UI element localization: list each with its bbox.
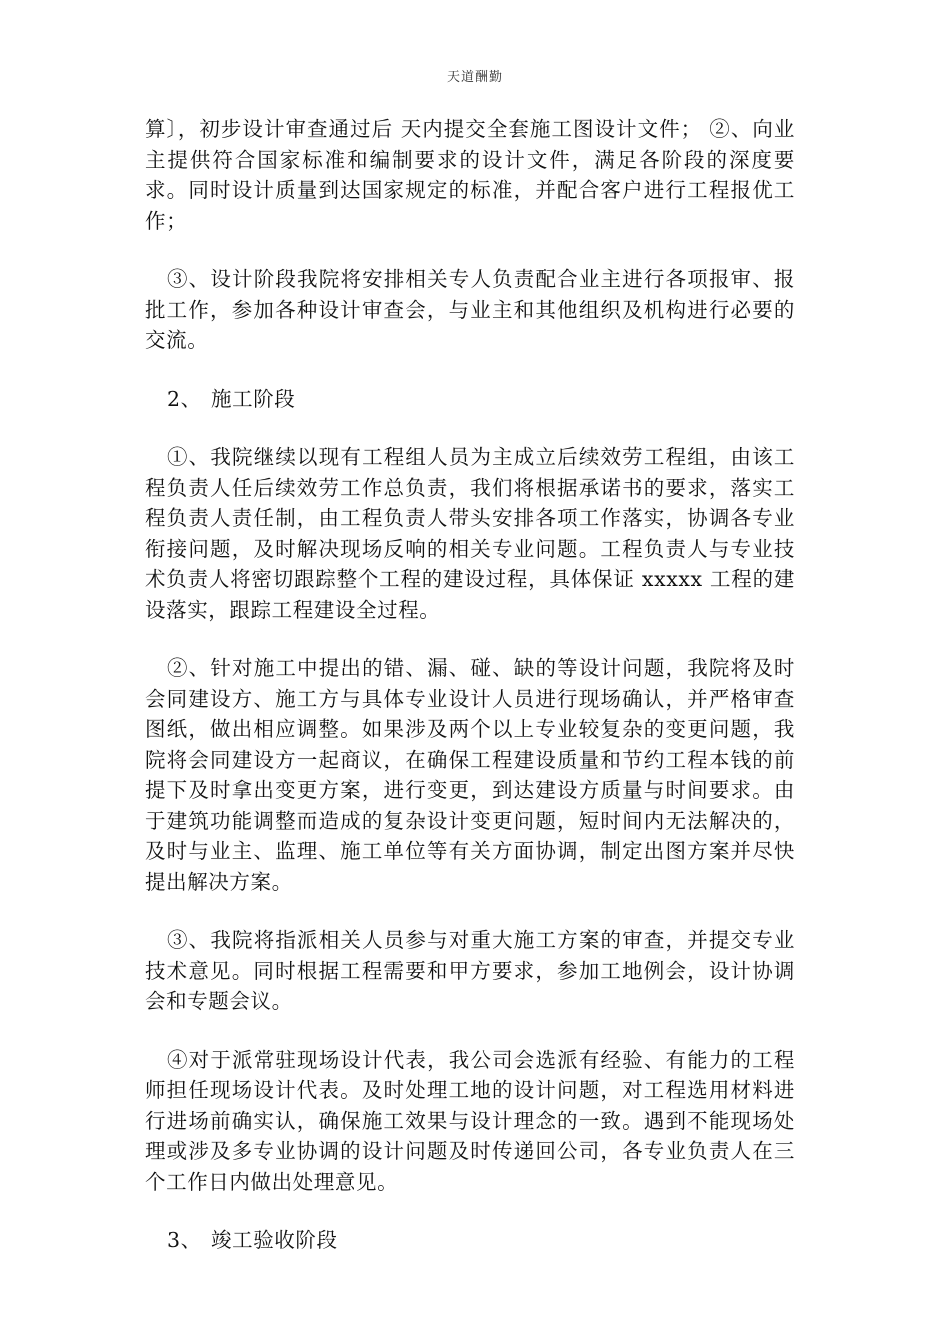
- paragraph-design-review: ③、设计阶段我院将安排相关专人负责配合业主进行各项报审、报批工作，参加各种设计审查会，与业主和其他组织及机构进行必要的交流。: [145, 267, 795, 352]
- paragraph-plan-review: ③、我院将指派相关人员参与对重大施工方案的审查，并提交专业技术意见。同时根据工程需要和甲方要求，参加工地例会，设计协调会和专题会议。: [145, 928, 795, 1013]
- section-heading-acceptance: [145, 1225, 795, 1256]
- section-title: 施工阶段: [211, 386, 296, 411]
- paragraph-service-team: ①、我院继续以现有工程组人员为主成立后续效劳工程组，由该工程负责人任后续效劳工作总负责，我们将根据承诺书的要求，落实工程负责人责任制，由工程负责人带头安排各项工作落实，协调各专业衔接问题，及时解决现场反响的相关专业问题。工程负责人与专业技术负责人将密切跟踪整个工程的建设过程，具体保证 xxxxx 工程的建设落实，跟踪工程建设全过程。: [145, 445, 795, 622]
- section-heading-construction: [145, 384, 795, 415]
- paragraph-design-issues: ②、针对施工中提出的错、漏、碰、缺的等设计问题，我院将及时会同建设方、施工方与具体专业设计人员进行现场确认，并严格审查图纸，做出相应调整。如果涉及两个以上专业较复杂的变更问题，我院将会同建设方一起商议，在确保工程建设质量和节约工程本钱的前提下及时拿出变更方案，进行变更，到达建设方质量与时间要求。由于建筑功能调整而造成的复杂设计变更问题，短时间内无法解决的，及时与业主、监理、施工单位等有关方面协调，制定出图方案并尽快提出解决方案。: [145, 656, 795, 894]
- paragraph-site-representative: ④对于派常驻现场设计代表，我公司会选派有经验、有能力的工程师担任现场设计代表。及时处理工地的设计问题，对工程选用材料进行进场前确实认，确保施工效果与设计理念的一致。遇到不能现场处理或涉及多专业协调的设计问题及时传递回公司，各专业负责人在三个工作日内做出处理意见。: [145, 1047, 795, 1194]
- section-number: 2、: [167, 386, 202, 411]
- paragraph-design-docs: 算〕，初步设计审查通过后 天内提交全套施工图设计文件； ②、向业主提供符合国家标准和编制要求的设计文件，满足各阶段的深度要求。同时设计质量到达国家规定的标准，并配合客户进行工程报优工作；: [145, 117, 795, 233]
- page-header: 天道酬勤: [446, 70, 503, 85]
- document-body: [145, 114, 795, 1284]
- section-title: 竣工验收阶段: [211, 1228, 338, 1252]
- section-number: 3、: [167, 1228, 202, 1252]
